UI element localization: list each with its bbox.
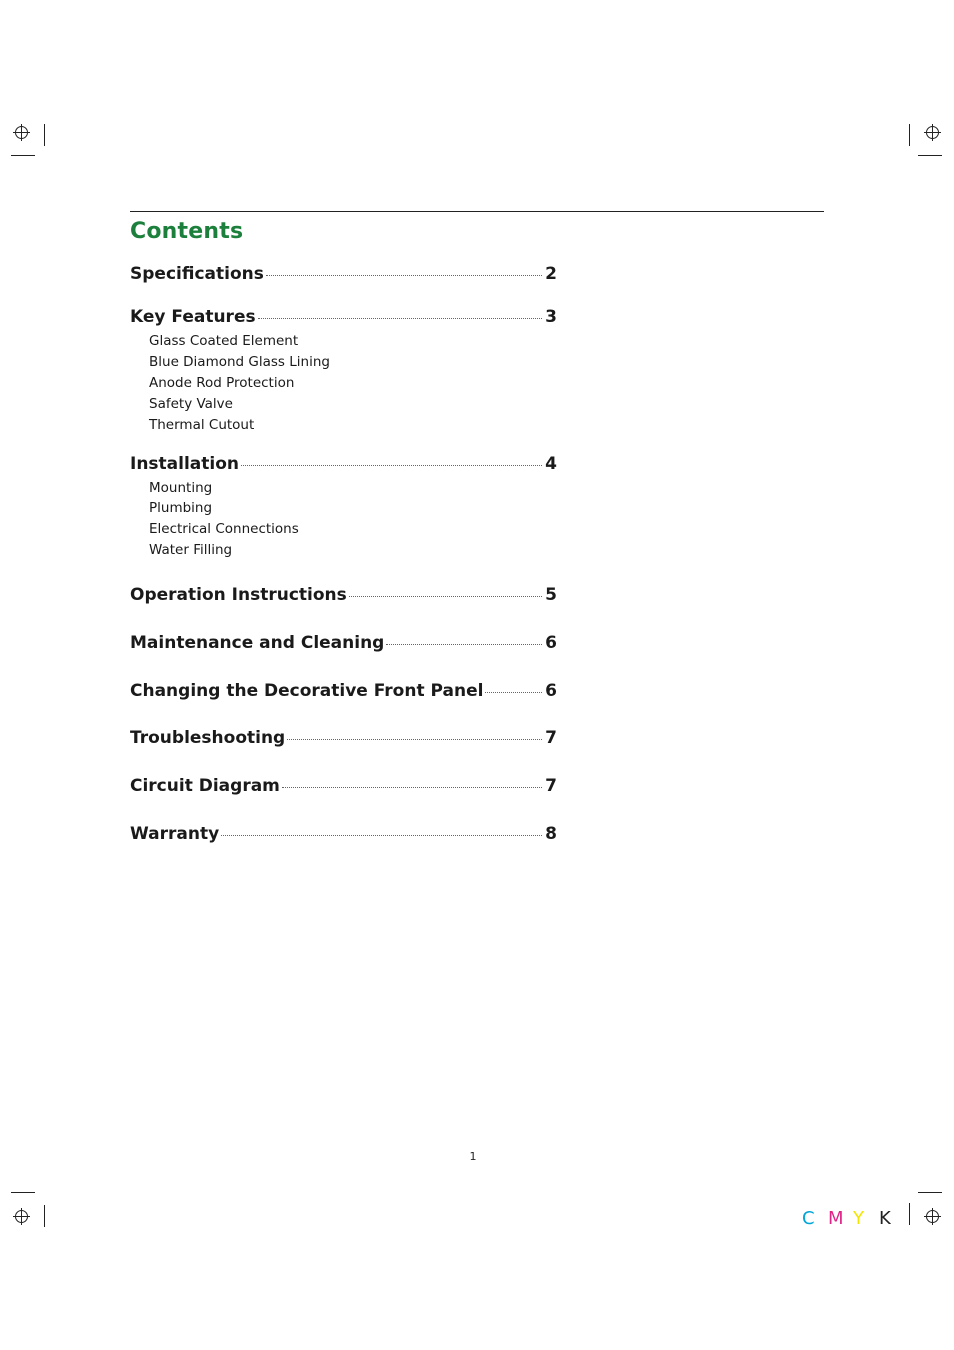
dot-leader	[241, 465, 542, 466]
toc-entry-page: 2	[545, 264, 557, 284]
dot-leader	[282, 787, 542, 788]
toc-entry-key-features[interactable]	[130, 307, 557, 327]
toc-entry-page: 8	[545, 824, 557, 844]
toc-entry-label: Warranty	[130, 824, 220, 844]
toc-entry-installation[interactable]	[130, 454, 557, 474]
toc-subitem[interactable]: Safety Valve	[149, 396, 233, 412]
toc-subitem[interactable]: Anode Rod Protection	[149, 375, 295, 391]
toc-subitem[interactable]: Electrical Connections	[149, 521, 299, 537]
toc-subitem[interactable]: Mounting	[149, 480, 213, 496]
registration-mark-icon	[924, 124, 941, 141]
cmyk-black-label: K	[879, 1208, 891, 1229]
dot-leader	[349, 596, 542, 597]
toc-entry-page: 5	[545, 585, 557, 605]
page-title: Contents	[130, 219, 244, 244]
registration-mark-icon	[13, 124, 30, 141]
toc-entry-page: 4	[545, 454, 557, 474]
toc-entry-page: 6	[545, 681, 557, 701]
toc-entry-label: Installation	[130, 454, 240, 474]
registration-mark-icon	[13, 1208, 30, 1225]
toc-entry-warranty[interactable]	[130, 824, 557, 844]
top-rule	[130, 211, 824, 212]
toc-entry-page: 6	[545, 633, 557, 653]
crop-mark	[11, 1192, 35, 1193]
dot-leader	[258, 318, 543, 319]
toc-entry-label: Troubleshooting	[130, 728, 286, 748]
cmyk-cyan-label: C	[802, 1208, 815, 1229]
toc-entry-circuit-diagram[interactable]	[130, 776, 557, 796]
toc-subitem[interactable]: Thermal Cutout	[149, 417, 255, 433]
toc-subitem[interactable]: Plumbing	[149, 500, 213, 516]
cmyk-magenta-label: M	[828, 1208, 844, 1229]
toc-entry-label: Specifications	[130, 264, 264, 284]
toc-entry-page: 7	[545, 776, 557, 796]
dot-leader	[485, 692, 542, 693]
toc-entry-changing-front-panel[interactable]	[130, 681, 557, 701]
crop-mark	[44, 124, 45, 146]
toc-entry-maintenance-and-cleaning[interactable]	[130, 633, 557, 653]
toc-entry-operation-instructions[interactable]	[130, 585, 557, 605]
crop-mark	[909, 1203, 910, 1225]
toc-subitem[interactable]: Glass Coated Element	[149, 333, 299, 349]
crop-mark	[918, 155, 942, 156]
toc-entry-label: Circuit Diagram	[130, 776, 280, 796]
toc-subitem[interactable]: Blue Diamond Glass Lining	[149, 354, 330, 370]
dot-leader	[287, 739, 542, 740]
toc-entry-label: Maintenance and Cleaning	[130, 633, 385, 653]
toc-subitem[interactable]: Water Filling	[149, 542, 233, 558]
page-number: 1	[469, 1150, 477, 1163]
dot-leader	[221, 835, 542, 836]
crop-mark	[909, 124, 910, 146]
dot-leader	[386, 644, 542, 645]
toc-entry-page: 7	[545, 728, 557, 748]
toc-entry-label: Key Features	[130, 307, 256, 327]
dot-leader	[266, 275, 542, 276]
crop-mark	[918, 1192, 942, 1193]
registration-mark-icon	[924, 1208, 941, 1225]
toc-entry-page: 3	[545, 307, 557, 327]
toc-entry-label: Operation Instructions	[130, 585, 347, 605]
toc-entry-troubleshooting[interactable]	[130, 728, 557, 748]
toc-entry-label: Changing the Decorative Front Panel	[130, 681, 484, 701]
toc-entry-specifications[interactable]	[130, 264, 557, 284]
crop-mark	[44, 1205, 45, 1227]
cmyk-yellow-label: Y	[853, 1208, 864, 1229]
crop-mark	[11, 155, 35, 156]
